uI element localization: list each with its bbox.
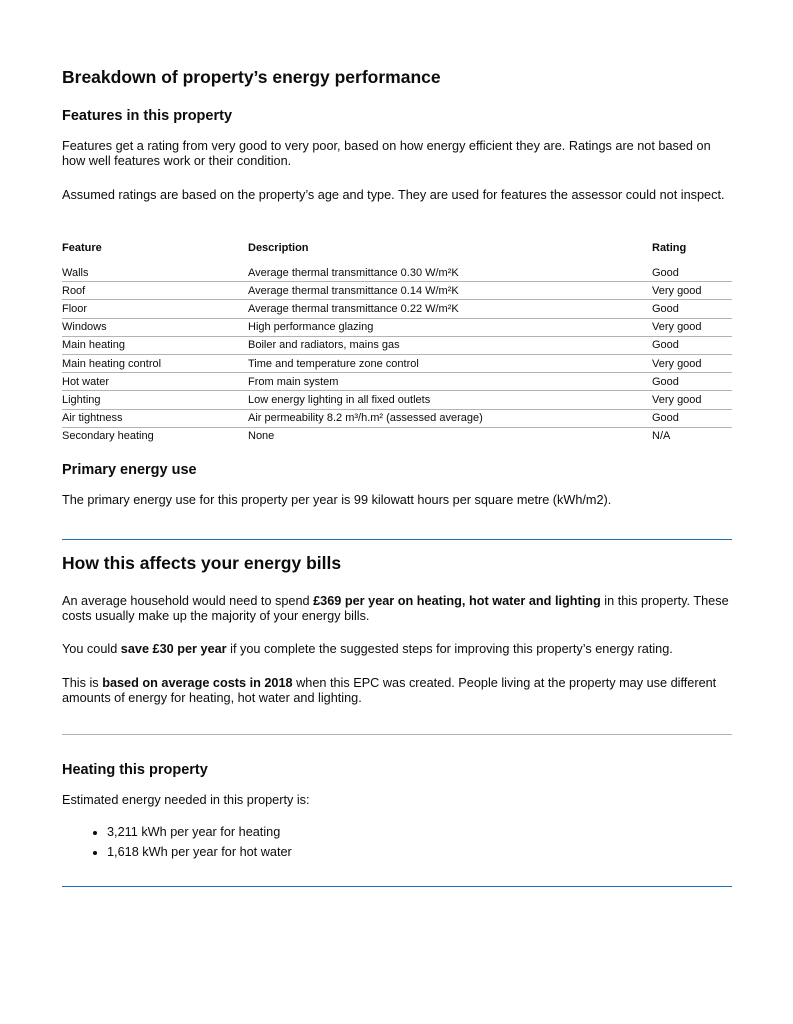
table-row [62, 391, 732, 409]
features-intro-2: Assumed ratings are based on the property’s age and type. They are used for features the assessor could not inspect. [62, 188, 725, 202]
feature-cell: Main heating control [62, 354, 248, 372]
bills-p2-text-end: if you complete the suggested steps for improving this property’s energy rating. [226, 642, 673, 656]
table-row [62, 427, 732, 445]
feature-cell: Main heating [62, 336, 248, 354]
description-cell: Boiler and radiators, mains gas [248, 336, 652, 354]
rating-cell: Good [652, 336, 732, 354]
description-cell: Air permeability 8.2 m³/h.m² (assessed average) [248, 409, 652, 427]
table-row [62, 300, 732, 318]
description-cell: High performance glazing [248, 318, 652, 336]
bills-p2-emphasis: save £30 per year [120, 642, 227, 656]
rating-cell: N/A [652, 430, 671, 443]
bills-title: How this affects your energy bills [62, 553, 342, 573]
table-row [62, 282, 732, 300]
rating-cell: Good [652, 300, 732, 318]
feature-cell: Lighting [62, 391, 248, 409]
description-cell: Average thermal transmittance 0.14 W/m²K [248, 282, 652, 300]
rating-cell: Good [652, 264, 732, 282]
section-divider [62, 734, 732, 735]
feature-cell: Roof [62, 282, 248, 300]
bills-p3-text-end: when this EPC was created. People living at the property may use different amounts of energy for heating, hot water and lighting. [62, 676, 717, 705]
breakdown-title: Breakdown of property’s energy performance [62, 67, 441, 87]
bills-paragraph-2 [62, 642, 732, 657]
list-item: • 3,211 kWh per year for heating [107, 822, 292, 842]
description-cell: Average thermal transmittance 0.30 W/m²K [248, 264, 652, 282]
list-item: • 1,618 kWh per year for hot water [107, 842, 292, 862]
table-row [62, 318, 732, 336]
feature-cell: Windows [62, 318, 248, 336]
features-table [62, 242, 732, 445]
features-heading: Features in this property [62, 108, 233, 124]
primary-energy-text: The primary energy use for this property per year is 99 kilowatt hours per square metre (kWh/m2). [62, 493, 612, 507]
rating-cell: Good [652, 409, 732, 427]
rating-cell: Very good [652, 282, 732, 300]
description-cell: Time and temperature zone control [248, 354, 652, 372]
bills-paragraph-3 [62, 676, 732, 706]
rating-cell: Good [652, 373, 732, 391]
feature-cell: Floor [62, 300, 248, 318]
column-header-feature: Feature [62, 242, 102, 254]
bills-p1-text: An average household would need to spend [62, 594, 314, 608]
bills-p1-emphasis: £369 per year on heating, hot water and lighting [313, 594, 601, 608]
section-divider [62, 539, 732, 540]
section-divider [62, 886, 732, 887]
table-row [62, 409, 732, 427]
rating-cell: Very good [652, 391, 732, 409]
table-row [62, 354, 732, 372]
bills-p2-text: You could [62, 642, 121, 656]
features-intro-1: Features get a rating from very good to very poor, based on how energy efficient they are. Ratings are not based on how well features work or their condition. [62, 139, 711, 168]
heating-heading: Heating this property [62, 762, 208, 778]
description-cell: Average thermal transmittance 0.22 W/m²K [248, 300, 652, 318]
column-header-rating: Rating [652, 242, 687, 254]
feature-cell: Secondary heating [62, 430, 154, 443]
table-row [62, 336, 732, 354]
heating-list [62, 822, 292, 862]
heating-intro: Estimated energy needed in this property is: [62, 793, 310, 807]
description-cell: From main system [248, 373, 652, 391]
feature-cell: Air tightness [62, 409, 248, 427]
feature-cell: Walls [62, 264, 248, 282]
bills-p3-emphasis: based on average costs in 2018 [102, 676, 293, 690]
bills-p3-text: This is [62, 676, 103, 690]
rating-cell: Very good [652, 354, 732, 372]
bills-paragraph-1 [62, 594, 732, 624]
table-row [62, 264, 732, 282]
table-row [62, 373, 732, 391]
table-header-row [62, 242, 732, 264]
primary-energy-heading: Primary energy use [62, 462, 197, 478]
rating-cell: Very good [652, 318, 732, 336]
description-cell: Low energy lighting in all fixed outlets [248, 391, 652, 409]
feature-cell: Hot water [62, 373, 248, 391]
column-header-description: Description [248, 242, 309, 254]
bills-p1-text-end: in this property. These costs usually make up the majority of your energy bills. [62, 594, 729, 623]
description-cell: None [248, 430, 275, 443]
